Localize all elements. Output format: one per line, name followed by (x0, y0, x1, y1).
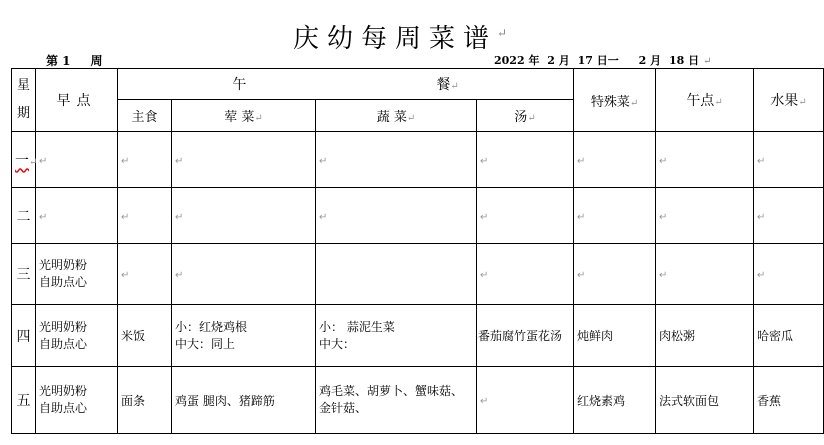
table-row (12, 188, 824, 244)
meat-cell: ↵ (172, 132, 316, 188)
special-cell: 炖鲜肉 (574, 305, 656, 367)
menu-table (11, 68, 824, 434)
table-row (12, 244, 824, 305)
veg-cell: 小： 蒜泥生菜 中大： (316, 305, 477, 367)
afternoon-cell: ↵ (656, 244, 754, 305)
soup-header: 汤↵ (477, 100, 574, 132)
veg-cell: 鸡毛菜、胡萝卜、蟹味菇、 金针菇、 (316, 367, 477, 434)
table-row (12, 132, 824, 188)
soup-cell: ↵ (477, 188, 574, 244)
special-header: 特殊菜↵ (574, 69, 656, 132)
afternoon-cell: 肉松粥 (656, 305, 754, 367)
breakfast-cell: ↵ (36, 132, 118, 188)
fruit-cell: ↵ (754, 244, 824, 305)
staple-cell: ↵ (118, 132, 172, 188)
soup-cell: ↵ (477, 132, 574, 188)
special-cell: 红烧素鸡 (574, 367, 656, 434)
date-range: 2022 年 2 月 17 日一 2 月 18 日 ↵ (494, 54, 712, 67)
lunch-header: 午 餐↵ (118, 69, 574, 100)
fruit-cell: ↵ (754, 132, 824, 188)
special-cell: ↵ (574, 244, 656, 305)
day-cell: 五 (12, 367, 36, 434)
table-row (12, 367, 824, 434)
meat-cell: ↵ (172, 188, 316, 244)
afternoon-cell: ↵ (656, 132, 754, 188)
special-cell: ↵ (574, 188, 656, 244)
staple-cell: ↵ (118, 188, 172, 244)
breakfast-cell: ↵ (36, 188, 118, 244)
meat-cell: 小：红烧鸡根 中大：同上 (172, 305, 316, 367)
soup-cell: ↵ (477, 367, 574, 434)
day-cell: 三 (12, 244, 36, 305)
day-cell: 四 (12, 305, 36, 367)
page-title: 庆幼每周菜谱↵ (292, 24, 508, 54)
meat-cell: ↵ (172, 244, 316, 305)
afternoon-header: 午点↵ (656, 69, 754, 132)
fruit-cell: 哈密瓜 (754, 305, 824, 367)
breakfast-cell: 光明奶粉 自助点心 (36, 367, 118, 434)
table-row (12, 305, 824, 367)
fruit-cell: ↵ (754, 188, 824, 244)
veg-cell: ↵ (316, 188, 477, 244)
soup-cell: ↵ (477, 244, 574, 305)
meat-cell: 鸡蛋 腿肉、猪蹄筋 (172, 367, 316, 434)
veg-cell (316, 244, 477, 305)
day-cell: 一↵ (12, 132, 36, 188)
staple-cell: 米饭 (118, 305, 172, 367)
breakfast-cell: 光明奶粉 自助点心 (36, 305, 118, 367)
afternoon-cell: 法式软面包 (656, 367, 754, 434)
staple-cell: ↵ (118, 244, 172, 305)
breakfast-cell: 光明奶粉 自助点心 (36, 244, 118, 305)
fruit-header: 水果↵ (754, 69, 824, 132)
day-cell: 二 (12, 188, 36, 244)
day-header: 星 期 (12, 69, 36, 132)
staple-header: 主食 (118, 100, 172, 132)
fruit-cell: 香蕉 (754, 367, 824, 434)
soup-cell: 番茄腐竹蛋花汤 (477, 305, 574, 367)
afternoon-cell: ↵ (656, 188, 754, 244)
breakfast-header: 早点 (36, 69, 118, 132)
staple-cell: 面条 (118, 367, 172, 434)
veg-cell: ↵ (316, 132, 477, 188)
veg-header: 蔬 菜↵ (316, 100, 477, 132)
week-number: 第 1 周 (46, 54, 103, 68)
meat-header: 荤 菜↵ (172, 100, 316, 132)
special-cell: ↵ (574, 132, 656, 188)
